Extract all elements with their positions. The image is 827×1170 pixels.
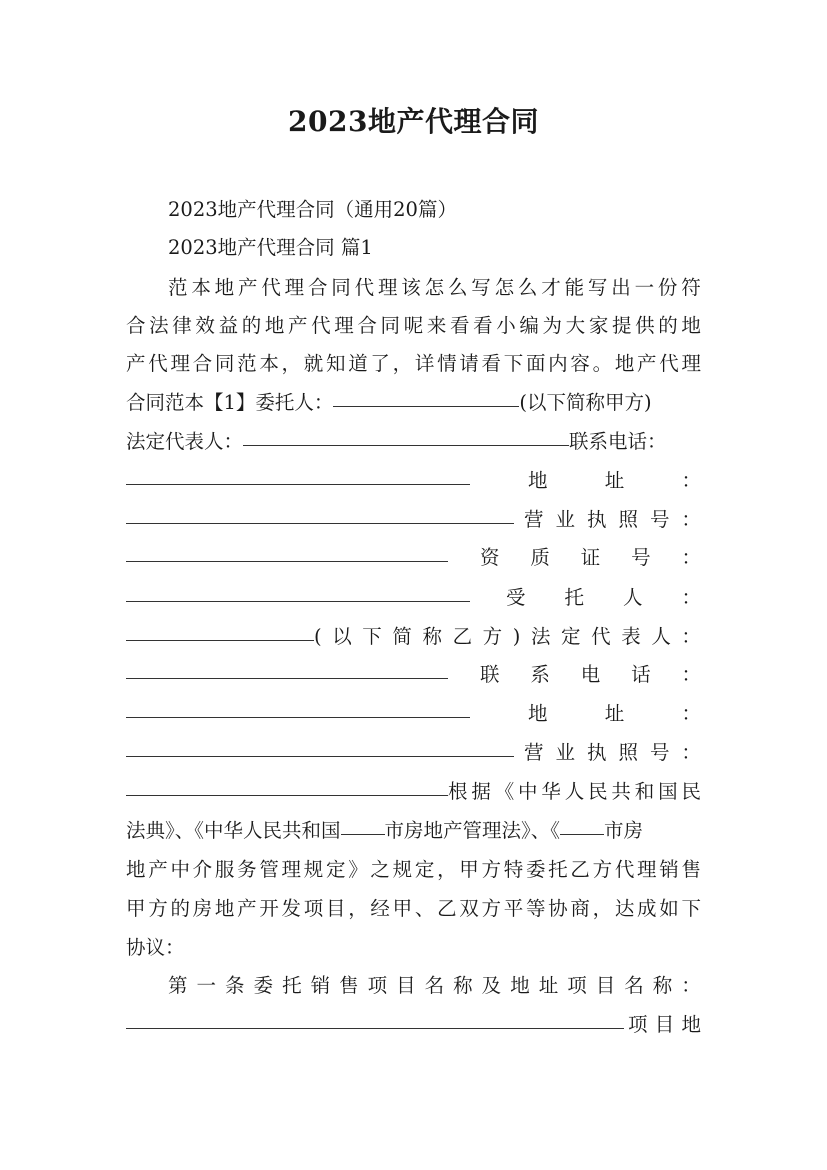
blank-underline [126,639,314,641]
blank-underline [126,716,470,718]
legal-rep-label: 法定代表人： [126,430,244,453]
article-1-tail: 项 目 地 [628,1013,701,1036]
legal-rep-line [126,423,701,461]
client-suffix: (以下简称甲方) [519,391,652,414]
party-b-label: ( 以 下 简 称 乙 方 ) 法 定 代 表 人 ： [314,625,701,648]
client-line [126,384,701,422]
qualification-label: 资 质 证 号 ： [480,546,701,569]
article-heading [168,967,701,1005]
law-line [126,812,701,850]
blank-underline [243,444,569,446]
basis-text: 根 据 《 中 华 人 民 共 和 国 民 [448,780,701,803]
license-label: 营 业 执 照 号 ： [524,508,701,531]
blank-underline [126,560,448,562]
paragraph-line: 合 法 律 效 益 的 地 产 代 理 合 同 呢 来 看 看 小 编 为 大 家 提 供 的 地 [126,314,701,337]
document-title: 2023地产代理合同 [288,105,539,138]
article-1-heading: 第 一 条 委 托 销 售 项 目 名 称 及 地 址 项 目 名 称 ： [168,974,701,997]
blank-underline [126,483,470,485]
address-line [126,462,701,500]
project-name-line [126,1006,701,1044]
blank-underline [126,522,514,524]
trustee-label: 受 托 人 ： [506,586,701,609]
paragraph-line: 范 本 地 产 代 理 合 同 代 理 该 怎 么 写 怎 么 才 能 写 出 一 份 符 [168,276,701,299]
address-label: 地 址 ： [528,469,701,492]
law-text-3: 市房 [604,819,644,842]
paragraph-line: 甲 方 的 房 地 产 开 发 项 目 ， 经 甲 、 乙 双 方 平 等 协 商 ， 达 成 如 下 [126,897,701,920]
paragraph-line: 协议： [126,936,185,959]
phone-line [126,656,701,694]
paragraph-line: 产 代 理 合 同 范 本 ， 就 知 道 了 ， 详 情 请 看 下 面 内 容 。 地 产 代 理 [126,352,701,375]
address-label: 地 址 ： [528,702,701,725]
blank-underline [126,755,514,757]
qualification-line [126,539,701,577]
law-text-2: 市房地产管理法》、《 [384,819,561,842]
blank-underline [341,833,385,835]
blank-underline [126,600,470,602]
party-b-line [126,618,701,656]
trustee-line [126,579,701,617]
blank-underline [560,833,604,835]
blank-underline [126,677,448,679]
license-line [126,734,701,772]
basis-line [126,773,701,811]
blank-underline [333,405,519,407]
section-heading: 2023地产代理合同 篇1 [168,236,373,259]
law-text-1: 法典》、《中华人民共和国 [126,819,341,842]
phone-label: 联系电话： [569,430,667,453]
client-label: 合同范本【1】委托人： [126,391,334,414]
address-line [126,695,701,733]
phone-label: 联 系 电 话 ： [480,663,701,686]
license-label: 营 业 执 照 号 ： [524,741,701,764]
paragraph-line: 地 产 中 介 服 务 管 理 规 定 》 之 规 定 ， 甲 方 特 委 托 乙 方 代 理 销 售 [126,858,701,881]
subtitle: 2023地产代理合同（通用20篇） [168,198,457,221]
blank-underline [126,1027,624,1029]
blank-underline [126,794,448,796]
license-line [126,501,701,539]
